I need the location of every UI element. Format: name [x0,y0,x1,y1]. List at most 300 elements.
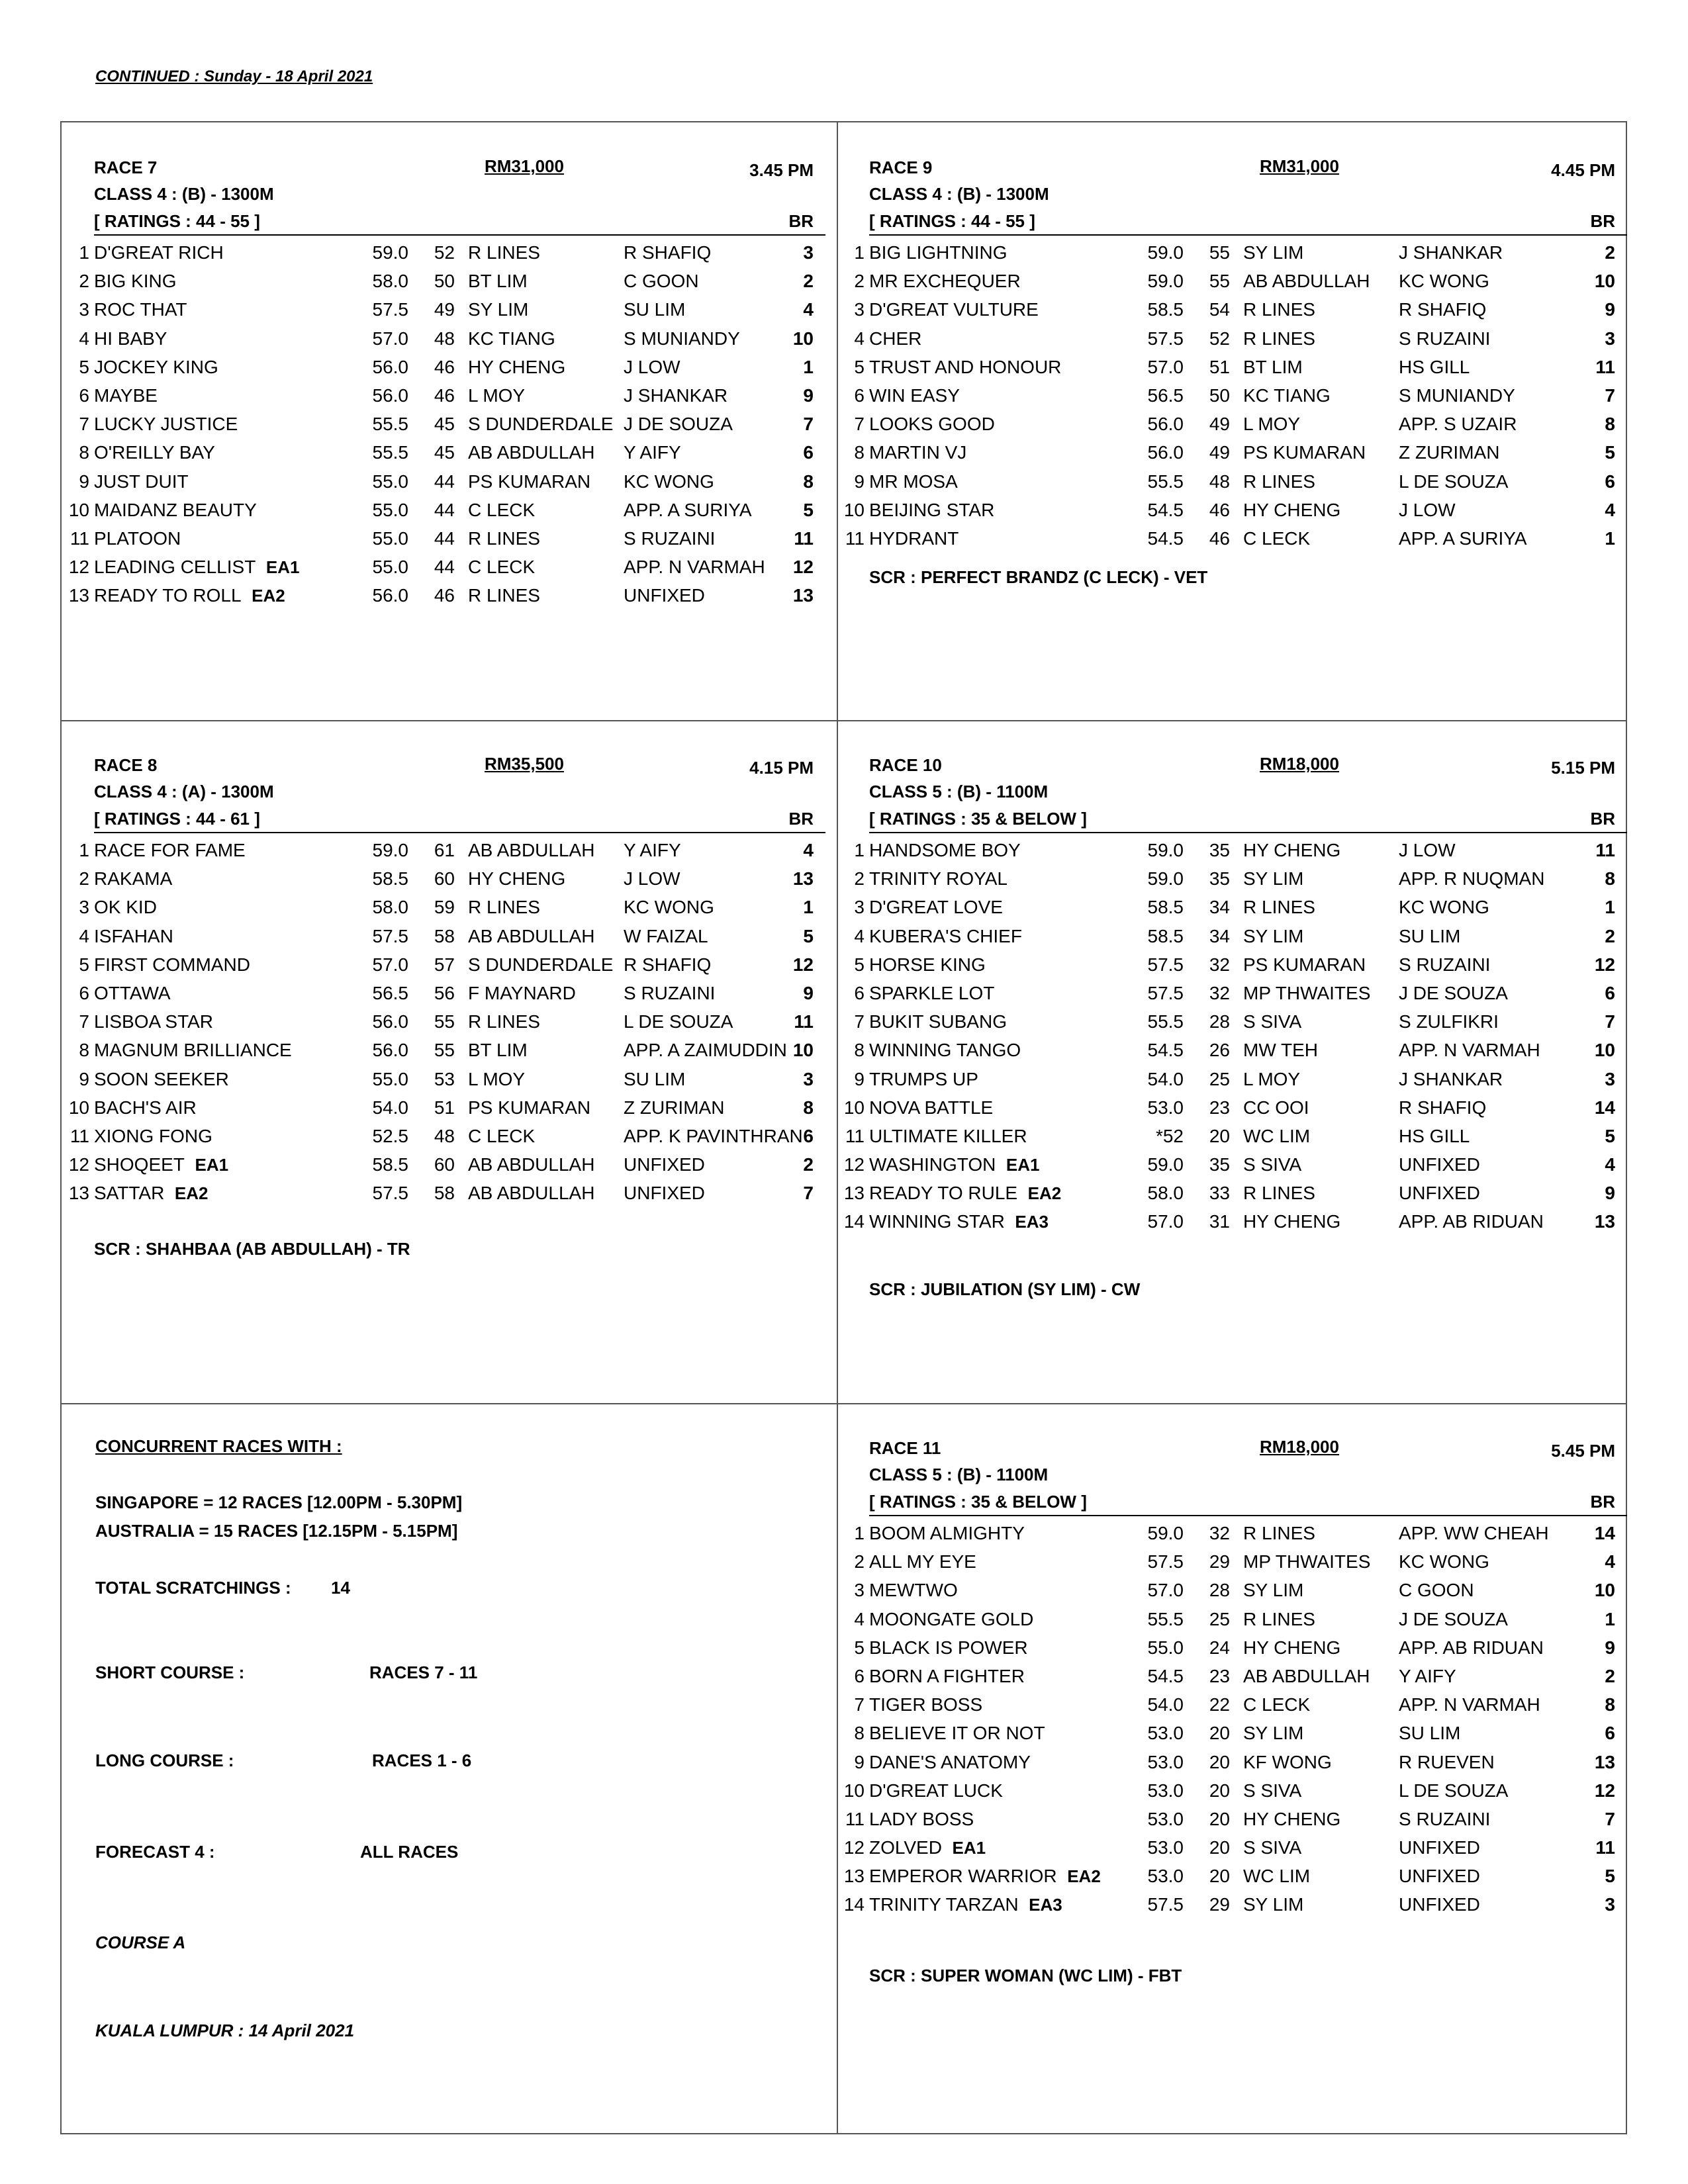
jockey-name: SY LIM [1243,1580,1304,1601]
trainer-name: KC WONG [1399,271,1489,292]
horse-name-cell [869,438,966,467]
runner-number: 5 [854,356,865,377]
runner-number: 6 [79,982,89,1003]
trainer-name: R SHAFIQ [624,954,712,975]
runner-number: 4 [79,925,89,946]
runner-weight: 57.5 [1147,954,1184,975]
runner-row [839,1576,1627,1604]
horse-name: READY TO RULE [869,1183,1018,1204]
trainer-name: APP. A SURIYA [1399,527,1527,549]
horse-name-cell [869,979,994,1007]
runner-row [64,1036,825,1064]
horse-name-cell [869,950,986,979]
jockey-name: MP THWAITES [1243,1551,1371,1572]
jockey-name: AB ABDULLAH [468,925,595,946]
barrier-number: 3 [1605,1894,1615,1915]
jockey-name: AB ABDULLAH [1243,1665,1370,1686]
trainer-name: Z ZURIMAN [624,1097,725,1118]
runner-weight: 57.0 [1147,1580,1184,1601]
jockey-name: HY CHENG [468,868,566,889]
barrier-number: 10 [1594,1580,1615,1601]
barrier-number: 11 [1595,1837,1615,1858]
runner-row [839,1690,1627,1719]
jockey-name: S SIVA [1243,1837,1302,1858]
race-ratings [869,805,1627,833]
runner-row [839,496,1627,524]
trainer-name: R SHAFIQ [624,242,712,263]
trainer-name: S RUZAINI [1399,954,1491,975]
horse-name: SATTAR [94,1183,165,1204]
runner-number: 7 [854,1011,865,1032]
runner-row [839,267,1627,295]
runner-number: 8 [854,442,865,463]
horse-name-cell [869,267,1021,295]
horse-name-cell [94,496,257,524]
runner-number: 7 [854,1694,865,1715]
horse-name: WINNING TANGO [869,1040,1021,1061]
runner-row [839,1007,1627,1036]
runner-rating: 49 [1209,442,1230,463]
runner-row [839,1547,1627,1576]
runner-row [64,496,825,524]
runner-number: 10 [843,1097,865,1118]
runner-weight: 57.0 [372,328,408,349]
jockey-name: R LINES [1243,1523,1315,1543]
runner-weight: 59.0 [1147,1523,1184,1543]
runner-number: 4 [854,328,865,349]
race-11-card [839,1432,1627,1986]
runner-number: 14 [843,1894,865,1915]
trainer-name: KC WONG [624,897,714,918]
horse-name: ALL MY EYE [869,1551,976,1572]
runner-row [64,267,825,295]
jockey-name: AB ABDULLAH [468,442,595,463]
runner-weight: 57.5 [1147,328,1184,349]
runner-weight: 55.0 [372,471,408,492]
ratings-text: [ RATINGS : 44 - 55 ] [94,211,260,231]
runner-weight: 59.0 [372,242,408,263]
runner-rating: 58 [434,925,455,946]
barrier-number: 9 [1605,299,1615,320]
barrier-number: 6 [1605,471,1615,492]
emergency-acceptor-tag: EA1 [1006,1155,1040,1175]
runner-row [839,950,1627,979]
runner-rating: 55 [1209,242,1230,263]
runner-weight: 52.5 [372,1125,408,1146]
runner-number: 8 [79,442,89,463]
runner-row [64,864,825,893]
runner-weight: 55.0 [372,1068,408,1089]
runner-row [839,1150,1627,1179]
jockey-name: R LINES [468,242,540,263]
ratings-text: [ RATINGS : 35 & BELOW ] [869,809,1087,829]
runner-weight: 56.0 [372,1040,408,1061]
emergency-acceptor-tag: EA1 [952,1838,986,1858]
runner-row [64,324,825,353]
horse-name-cell [869,1150,1039,1179]
runner-number: 2 [79,271,89,292]
runner-rating: 28 [1209,1011,1230,1032]
horse-name-cell [869,1519,1025,1547]
barrier-number: 8 [1605,868,1615,889]
runner-row [839,836,1627,864]
runner-number: 5 [854,1637,865,1658]
barrier-number: 13 [1594,1751,1615,1772]
horse-name-cell [869,1633,1028,1662]
runner-number: 13 [843,1866,865,1887]
barrier-number: 7 [803,414,814,435]
runner-row [839,1748,1627,1776]
horse-name: CHER [869,328,922,349]
runner-rating: 20 [1209,1780,1230,1801]
horse-name: D'GREAT VULTURE [869,299,1039,320]
runner-rating: 32 [1209,1523,1230,1543]
runner-number: 9 [79,1068,89,1089]
runner-weight: 54.5 [1147,499,1184,520]
long-course-value: RACES 1 - 6 [372,1751,472,1770]
barrier-number: 7 [1605,1808,1615,1829]
runner-rating: 50 [434,271,455,292]
horse-name-cell [94,267,176,295]
horse-name-cell [869,295,1039,324]
trainer-name: UNFIXED [1399,1894,1480,1915]
race-prize: RM35,500 [485,754,564,774]
horse-name-cell [869,381,960,410]
runner-number: 8 [79,1040,89,1061]
runner-weight: 55.0 [372,527,408,549]
scratching-note: SCR : JUBILATION (SY LIM) - CW [869,1279,1141,1299]
runner-list [64,836,825,1207]
horse-name-cell [94,553,299,582]
runner-number: 2 [854,868,865,889]
horse-name-cell [94,353,218,381]
barrier-header: BR [1590,211,1615,231]
horse-name-cell [94,238,224,267]
runner-rating: 20 [1209,1808,1230,1829]
horse-name-cell [869,1890,1062,1919]
barrier-number: 3 [1605,1068,1615,1089]
runner-rating: 25 [1209,1068,1230,1089]
runner-number: 3 [79,897,89,918]
runner-weight: 55.0 [372,499,408,520]
barrier-number: 4 [1605,1551,1615,1572]
runner-rating: 59 [434,897,455,918]
trainer-name: Z ZURIMAN [1399,442,1500,463]
barrier-number: 11 [794,1011,814,1032]
race-time: 4.45 PM [1551,160,1615,180]
jockey-name: S SIVA [1243,1780,1302,1801]
runner-number: 6 [854,1665,865,1686]
horse-name: ISFAHAN [94,925,173,946]
runner-weight: 58.5 [372,868,408,889]
runner-row [64,1065,825,1093]
horse-name: D'GREAT RICH [94,242,224,263]
trainer-name: APP. AB RIDUAN [1399,1637,1544,1658]
runner-row [839,353,1627,381]
runner-number: 7 [79,1011,89,1032]
race-class: CLASS 4 : (A) - 1300M [94,782,274,801]
trainer-name: J LOW [1399,499,1456,520]
runner-weight: 57.0 [372,954,408,975]
horse-name-cell [94,581,285,610]
runner-weight: 58.0 [372,897,408,918]
runner-rating: 20 [1209,1125,1230,1146]
trainer-name: C GOON [624,271,699,292]
horse-name: BIG LIGHTNING [869,242,1008,263]
runner-row [839,1179,1627,1207]
horse-name: PLATOON [94,527,181,549]
runner-number: 10 [68,499,89,520]
race-header [64,151,825,180]
runner-weight: 55.5 [1147,1608,1184,1629]
runner-number: 7 [854,414,865,435]
horse-name: BIG KING [94,271,177,292]
jockey-name: SY LIM [1243,1723,1304,1744]
trainer-name: APP. K PAVINTHRAN [624,1125,803,1146]
runner-row [839,1036,1627,1064]
jockey-name: L MOY [1243,414,1301,435]
runner-rating: 55 [1209,271,1230,292]
forecast-value: ALL RACES [360,1842,459,1862]
runner-rating: 32 [1209,954,1230,975]
barrier-number: 14 [1594,1523,1615,1543]
runner-number: 3 [854,299,865,320]
horse-name: BEIJING STAR [869,499,995,520]
horse-name-cell [869,1093,993,1122]
jockey-name: BT LIM [468,271,528,292]
trainer-name: R SHAFIQ [1399,299,1487,320]
runner-row [839,1519,1627,1547]
horse-name: WIN EASY [869,385,960,406]
runner-weight: 54.0 [1147,1068,1184,1089]
jockey-name: WC LIM [1243,1866,1311,1887]
runner-row [64,836,825,864]
horse-name-cell [869,1719,1045,1747]
barrier-number: 9 [803,385,814,406]
race-number: RACE 7 [94,158,158,177]
runner-number: 9 [854,471,865,492]
race-7-card [64,151,825,610]
trainer-name: S RUZAINI [624,527,716,549]
race-header [839,749,1627,778]
runner-number: 2 [854,271,865,292]
runner-weight: 55.5 [1147,471,1184,492]
runner-number: 1 [79,840,89,860]
runner-weight: 56.0 [1147,442,1184,463]
runner-rating: 35 [1209,840,1230,860]
runner-row [839,295,1627,324]
horse-name-cell [869,1547,976,1576]
race-10-card [839,749,1627,1300]
runner-rating: 56 [434,982,455,1003]
runner-weight: *52 [1155,1125,1184,1146]
barrier-number: 5 [1605,442,1615,463]
horse-name: DANE'S ANATOMY [869,1751,1031,1772]
scratching-note: SCR : SUPER WOMAN (WC LIM) - FBT [869,1965,1182,1985]
jockey-name: S SIVA [1243,1011,1302,1032]
race-ratings [94,208,825,236]
jockey-name: SY LIM [1243,868,1304,889]
runner-weight: 58.5 [1147,299,1184,320]
runner-weight: 55.0 [1147,1637,1184,1658]
runner-row [839,1605,1627,1633]
horse-name: TRINITY TARZAN [869,1894,1019,1915]
trainer-name: J DE SOUZA [1399,1608,1508,1629]
runner-rating: 35 [1209,1154,1230,1175]
runner-row [839,410,1627,438]
barrier-number: 12 [1594,1780,1615,1801]
trainer-name: J LOW [624,356,680,377]
runner-number: 4 [79,328,89,349]
runner-weight: 59.0 [1147,840,1184,860]
jockey-name: HY CHENG [1243,499,1341,520]
concurrent-title: CONCURRENT RACES WITH : [95,1436,342,1456]
trainer-name: UNFIXED [624,1154,705,1175]
runner-weight: 54.0 [372,1097,408,1118]
runner-row [839,1633,1627,1662]
runner-row [64,353,825,381]
runner-rating: 46 [1209,527,1230,549]
runner-weight: 59.0 [372,840,408,860]
horse-name: NOVA BATTLE [869,1097,994,1118]
trainer-name: UNFIXED [624,585,705,606]
horse-name-cell [94,295,187,324]
jockey-name: KC TIANG [468,328,555,349]
runner-rating: 46 [1209,499,1230,520]
trainer-name: APP. N VARMAH [624,557,765,578]
runner-number: 7 [79,414,89,435]
horse-name-cell [94,324,167,353]
barrier-number: 10 [1594,1040,1615,1061]
runner-row [64,238,825,267]
emergency-acceptor-tag: EA1 [265,557,300,578]
jockey-name: F MAYNARD [468,982,576,1003]
jockey-name: HY CHENG [1243,840,1341,860]
jockey-name: WC LIM [1243,1125,1311,1146]
trainer-name: R SHAFIQ [1399,1097,1487,1118]
runner-row [64,581,825,610]
runner-number: 12 [843,1154,865,1175]
horse-name: D'GREAT LOVE [869,897,1003,918]
horse-name-cell [869,524,959,553]
horse-name-cell [94,1150,228,1179]
runner-weight: 57.5 [372,1183,408,1204]
horse-name-cell [869,324,921,353]
runner-weight: 55.5 [1147,1011,1184,1032]
horse-name: LEADING CELLIST [94,557,256,578]
race-prize: RM31,000 [485,156,564,176]
runner-weight: 57.0 [1147,356,1184,377]
runner-number: 5 [854,954,865,975]
runner-row [839,1093,1627,1122]
horse-name-cell [869,1605,1033,1633]
runner-list [64,238,825,610]
jockey-name: KC TIANG [1243,385,1331,406]
runner-rating: 31 [1209,1211,1230,1232]
horse-name-cell [94,1179,208,1208]
runner-row [839,979,1627,1007]
trainer-name: SU LIM [624,1068,686,1089]
barrier-number: 13 [1594,1211,1615,1232]
runner-weight: 56.0 [1147,414,1184,435]
runner-number: 6 [854,385,865,406]
runner-weight: 54.5 [1147,1040,1184,1061]
runner-rating: 45 [434,414,455,435]
trainer-name: C GOON [1399,1580,1474,1601]
jockey-name: HY CHENG [1243,1808,1341,1829]
horse-name: MAGNUM BRILLIANCE [94,1040,292,1061]
runner-row [64,524,825,553]
horse-name-cell [869,1776,1003,1805]
jockey-name: AB ABDULLAH [468,840,595,860]
trainer-name: UNFIXED [1399,1866,1480,1887]
horse-name-cell [869,1662,1025,1690]
runner-weight: 56.5 [372,982,408,1003]
race-class: CLASS 5 : (B) - 1100M [869,782,1049,801]
barrier-header: BR [1590,1492,1615,1512]
horse-name: BOOM ALMIGHTY [869,1523,1025,1543]
horse-name: MAYBE [94,385,158,406]
jockey-name: R LINES [1243,471,1315,492]
horse-name-cell [94,836,246,864]
runner-number: 14 [843,1211,865,1232]
horse-name: HORSE KING [869,954,986,975]
runner-weight: 59.0 [1147,868,1184,889]
runner-rating: 49 [1209,414,1230,435]
barrier-number: 5 [803,499,814,520]
runner-number: 4 [854,1608,865,1629]
barrier-number: 9 [803,982,814,1003]
horse-name-cell [869,1007,1007,1036]
barrier-number: 13 [792,868,814,889]
jockey-name: HY CHENG [1243,1211,1341,1232]
jockey-name: MW TEH [1243,1040,1319,1061]
horse-name-cell [869,1036,1021,1064]
race-header [839,151,1627,180]
runner-number: 1 [854,242,865,263]
runner-row [64,950,825,979]
trainer-name: KC WONG [624,471,714,492]
trainer-name: APP. WW CHEAH [1399,1523,1549,1543]
runner-number: 1 [79,242,89,263]
horse-name-cell [869,238,1007,267]
runner-row [839,1833,1627,1862]
runner-number: 11 [845,1125,865,1146]
runner-number: 8 [854,1723,865,1744]
runner-rating: 20 [1209,1723,1230,1744]
trainer-name: KC WONG [1399,1551,1489,1572]
barrier-header: BR [788,809,814,829]
runner-weight: 55.5 [372,442,408,463]
horse-name-cell [94,922,173,950]
runner-row [839,922,1627,950]
runner-rating: 29 [1209,1551,1230,1572]
runner-row [64,1007,825,1036]
runner-rating: 57 [434,954,455,975]
emergency-acceptor-tag: EA1 [195,1155,229,1175]
horse-name: LUCKY JUSTICE [94,414,238,435]
barrier-number: 2 [1605,1665,1615,1686]
horse-name-cell [869,836,1021,864]
horse-name: READY TO ROLL [94,585,242,606]
jockey-name: BT LIM [468,1040,528,1061]
trainer-name: APP. R NUQMAN [1399,868,1545,889]
runner-number: 11 [845,527,865,549]
barrier-number: 4 [1605,1154,1615,1175]
runner-number: 4 [854,925,865,946]
runner-rating: 50 [1209,385,1230,406]
runner-rating: 55 [434,1040,455,1061]
